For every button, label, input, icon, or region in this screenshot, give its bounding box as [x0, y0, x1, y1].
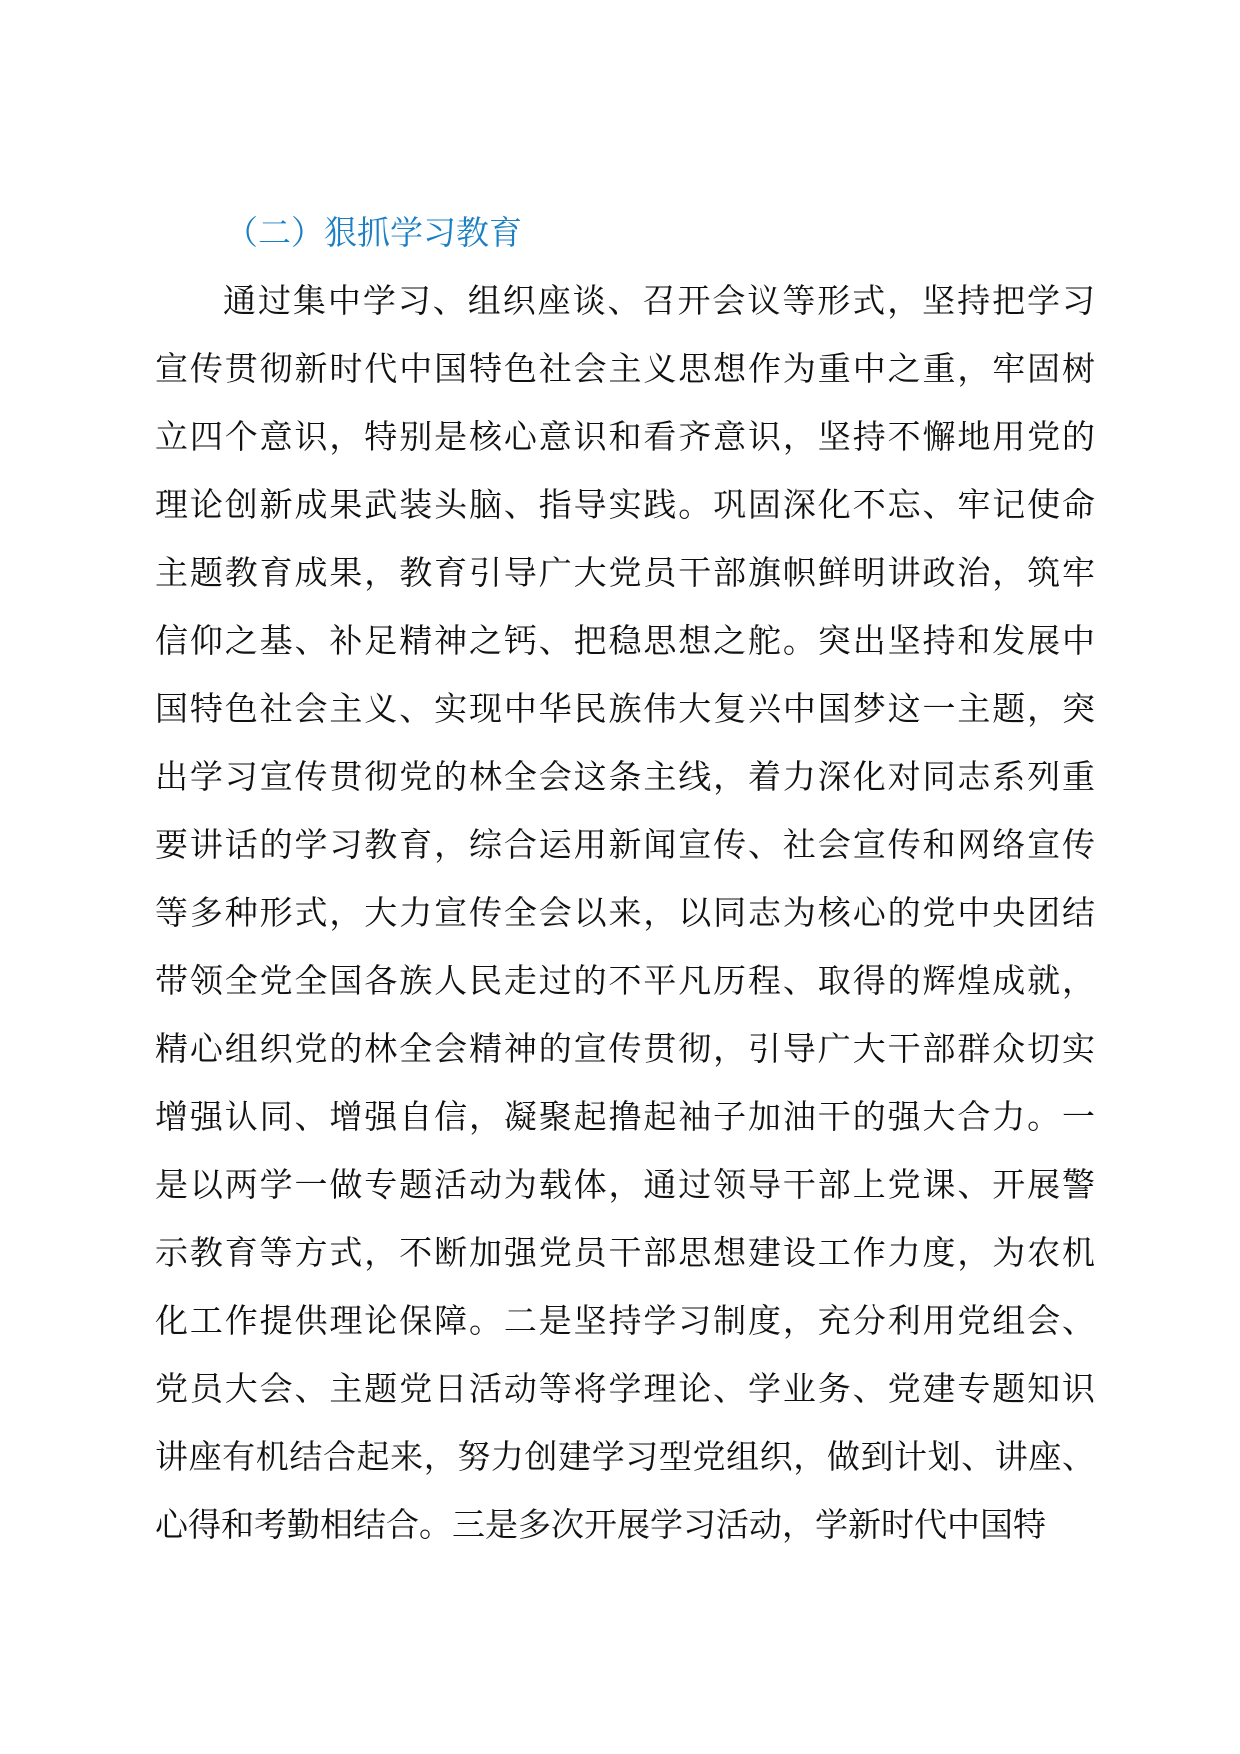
- section-heading: （二）狠抓学习教育: [225, 213, 522, 252]
- paragraph-line: 国特色社会主义、实现中华民族伟大复兴中国梦这一主题，突: [155, 689, 1095, 728]
- paragraph-line: 立四个意识，特别是核心意识和看齐意识，坚持不懈地用党的: [155, 417, 1095, 456]
- paragraph-line: 增强认同、增强自信，凝聚起撸起袖子加油干的强大合力。一: [155, 1097, 1095, 1136]
- paragraph-line: 化工作提供理论保障。二是坚持学习制度，充分利用党组会、: [155, 1301, 1095, 1340]
- paragraph-line: 要讲话的学习教育，综合运用新闻宣传、社会宣传和网络宣传: [155, 825, 1095, 864]
- paragraph-line: 心得和考勤相结合。三是多次开展学习活动，学新时代中国特: [155, 1505, 1046, 1544]
- document-body: [155, 199, 1095, 1559]
- paragraph-line: 示教育等方式，不断加强党员干部思想建设工作力度，为农机: [155, 1233, 1095, 1272]
- paragraph-line: 讲座有机结合起来，努力创建学习型党组织，做到计划、讲座、: [155, 1437, 1095, 1476]
- paragraph-line: 主题教育成果，教育引导广大党员干部旗帜鲜明讲政治，筑牢: [155, 553, 1095, 592]
- paragraph-line: 精心组织党的林全会精神的宣传贯彻，引导广大干部群众切实: [155, 1029, 1095, 1068]
- paragraph-line: 宣传贯彻新时代中国特色社会主义思想作为重中之重，牢固树: [155, 349, 1095, 388]
- paragraph-line: 党员大会、主题党日活动等将学理论、学业务、党建专题知识: [155, 1369, 1095, 1408]
- paragraph: [155, 267, 1095, 1559]
- paragraph-line: 等多种形式，大力宣传全会以来，以同志为核心的党中央团结: [155, 893, 1095, 932]
- paragraph-line: 通过集中学习、组织座谈、召开会议等形式，坚持把学习: [223, 281, 1095, 320]
- paragraph-line: 带领全党全国各族人民走过的不平凡历程、取得的辉煌成就，: [155, 961, 1095, 1000]
- paragraph-line: 理论创新成果武装头脑、指导实践。巩固深化不忘、牢记使命: [155, 485, 1095, 524]
- paragraph-line: 出学习宣传贯彻党的林全会这条主线，着力深化对同志系列重: [155, 757, 1095, 796]
- paragraph-line: 是以两学一做专题活动为载体，通过领导干部上党课、开展警: [155, 1165, 1095, 1204]
- paragraph-line: 信仰之基、补足精神之钙、把稳思想之舵。突出坚持和发展中: [155, 621, 1095, 660]
